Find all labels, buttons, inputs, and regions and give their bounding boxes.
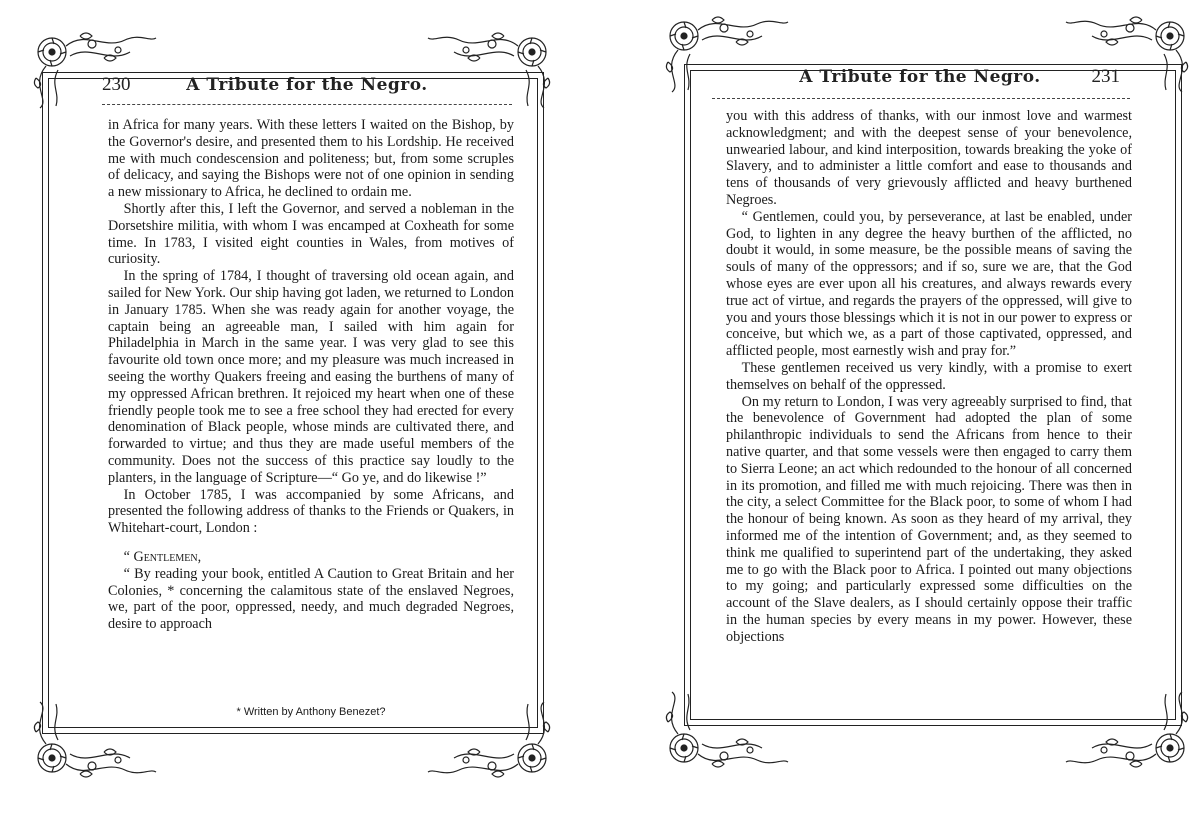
right-page xyxy=(600,0,1200,816)
footnote: * Written by Anthony Benezet? xyxy=(236,706,386,718)
salutation: “ Gentlemen, xyxy=(123,548,202,565)
body-text xyxy=(726,108,1132,646)
paragraph: In October 1785, I was accompanied by some Africans, and presented the following address of thanks to the Friends or Quakers, in Whitehart-court, London : xyxy=(108,486,514,537)
running-title: A Tribute for the Negro. xyxy=(186,75,428,95)
paragraph: Shortly after this, I left the Governor, and served a nobleman in the Dorsetshire militia, with whom I was encamped at Coxheath for some time. In 1783, I visited eight counties in Wales, from motives of curiosity. xyxy=(108,200,514,268)
paragraph: you with this address of thanks, with our inmost love and warmest acknowledgment; and with the deepest sense of your benevolence, unwearied labour, and kind interposition, towards breaking the yoke of Slavery, and to administer a little comfort and ease to thousands and tens of thousands of very grievously afflicted and heavy burthened Negroes. xyxy=(726,108,1132,208)
paragraph: On my return to London, I was very agreeably surprised to find, that the benevolence of Government had adopted the plan of some philanthropic individuals to send the Africans from hence to their native quarter, and that some vessels were then engaged to carry them to Sierra Leone; an act which redounded to the honour of all concerned in its promotion, and filled me with much rejoicing. There was then in the city, a select Committee for the Black poor, to some of whom I had the honour of being known. As soon as they heard of my arrival, they informed me of the intention of Government; and, as they seemed to think me qualified to superintend part of the undertaking, they asked me to go with the Black poor to Africa. I pointed out many objections to my going; and particularly expressed some difficulties on the account of the Slave dealers, as I should certainly oppose their traffic in the human species by every means in my power. However, these objections xyxy=(726,393,1132,645)
page-number: 231 xyxy=(1091,66,1120,87)
corner-ornament-bottom-left xyxy=(662,690,792,770)
body-text xyxy=(108,117,514,633)
header-rule xyxy=(712,98,1130,99)
running-title: A Tribute for the Negro. xyxy=(799,67,1041,87)
page-number: 230 xyxy=(102,74,131,95)
corner-ornament-bottom-right xyxy=(1062,690,1192,770)
paragraph: in Africa for many years. With these letters I waited on the Bishop, by the Governor's desire, and presented them to his Lordship. He received me with much condescension and politeness; but, from some scruples of delicacy, and saying the Bishops were not of one opinion in sending a new missionary to Africa, he declined to ordain me. xyxy=(108,117,514,201)
running-head xyxy=(102,70,512,100)
paragraph: “ By reading your book, entitled A Caution to Great Britain and her Colonies, * concerning the calamitous state of the enslaved Negroes, we, part of the poor, oppressed, needy, and much degraded Negroes, desire to approach xyxy=(108,565,514,633)
running-head xyxy=(720,62,1120,92)
paragraph: “ Gentlemen, could you, by perseverance, at last be enabled, under God, to lighten in any degree the heavy burthen of the afflicted, no doubt it would, in some measure, be the possible means of saving the souls of many of the oppressors; and if so, sure we are, that the God whose eyes are ever upon all his creatures, and always rewards every true act of virtue, and regards the prayers of the oppressed, will give to you and yours those blessings which it is not in our power to express or conceive, but which we, as a part of those captivated, oppressed, and afflicted people, most earnestly wish and pray for.” xyxy=(726,208,1132,360)
paragraph: These gentlemen received us very kindly, with a promise to exert themselves on behalf of the oppressed. xyxy=(726,359,1132,393)
header-rule xyxy=(102,104,512,105)
paragraph: In the spring of 1784, I thought of traversing old ocean again, and sailed for New York. Our ship having got laden, we returned to London in January 1785. When she was ready again for another voyage, the captain being an agreeable man, I sailed with him again for Philadelphia in March in the same year. I was very glad to see this favourite old town once more; and my pleasure was much increased in seeing the worthy Quakers freeing and easing the burthens of many of my oppressed African brethren. It rejoiced my heart when one of these friendly people took me to see a free school they had erected for every denomination of Black people, whose minds are cultivated there, and forwarded to virtue; and thus they are made useful members of the community. Does not the success of this practice say loudly to the planters, in the language of Scripture—“ Go ye, and do likewise !” xyxy=(108,268,514,486)
